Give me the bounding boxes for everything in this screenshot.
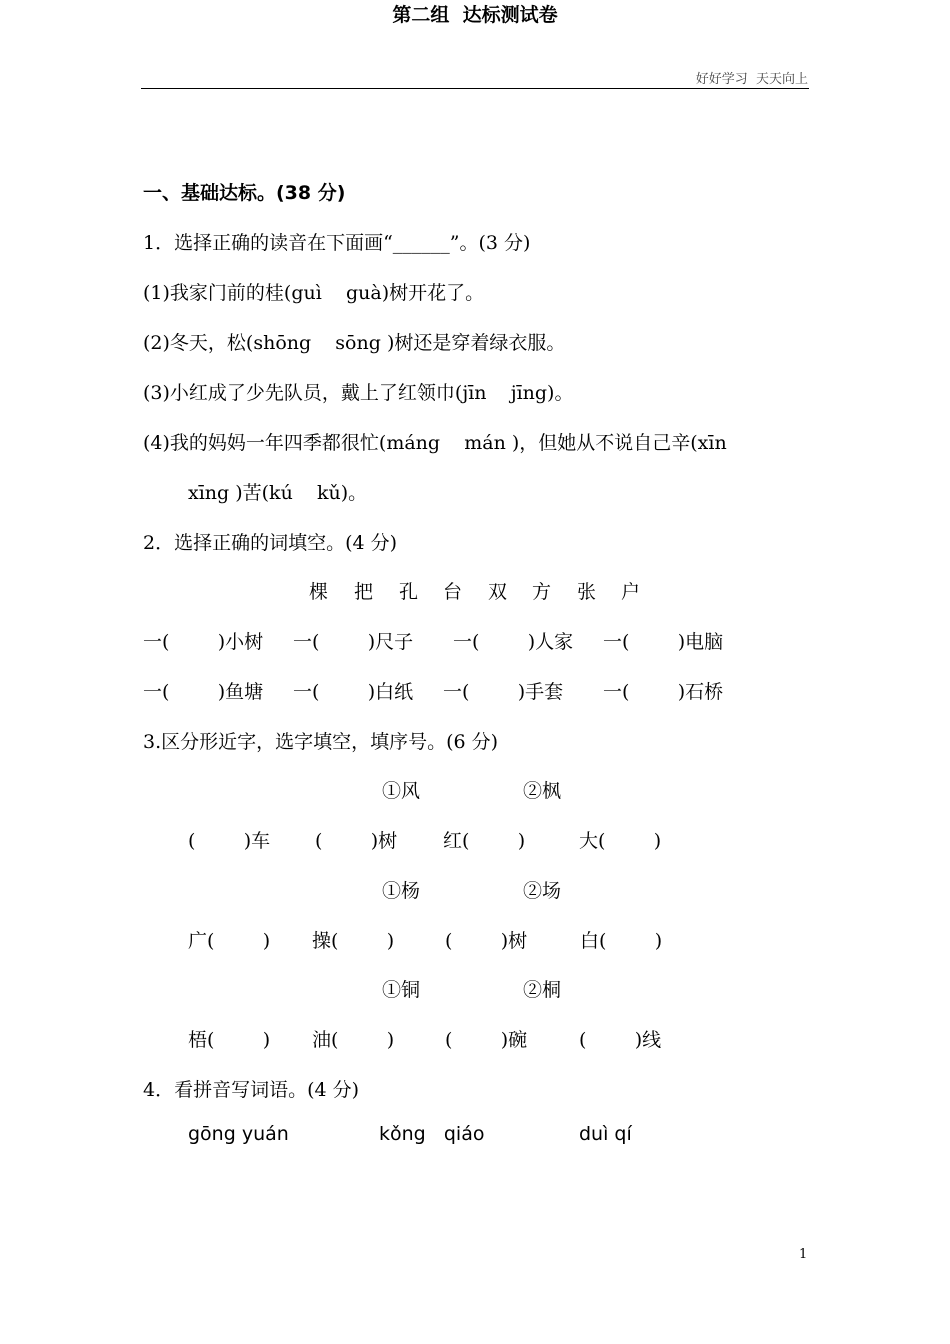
q3-blank: 白( ) (580, 930, 663, 952)
q3-blank: 广( ) (188, 930, 271, 952)
q3-option: ①风 (382, 780, 421, 802)
header-rule (141, 88, 809, 89)
q2-word: 棵 (309, 581, 329, 603)
q3-blank: ( )车 (188, 830, 271, 852)
page-number: 1 (799, 1247, 808, 1262)
q3-blank: ( )树 (315, 830, 398, 852)
q3-blank: ( )线 (579, 1029, 662, 1051)
q3-blank: 操( ) (312, 930, 395, 952)
q2-word: 把 (354, 581, 374, 603)
section-heading: 一、基础达标。(38 分) (143, 182, 346, 204)
q4-pinyin: kǒng qiáo (379, 1123, 485, 1145)
q2-blank: 一( )白纸 (293, 681, 414, 703)
q2-blank: 一( )手套 (443, 681, 564, 703)
q3-option: ②场 (523, 880, 562, 902)
q2-word: 户 (621, 581, 641, 603)
q3-blank: 梧( ) (188, 1029, 271, 1051)
q3-prompt: 3.区分形近字，选字填空，填序号。(6 分) (143, 731, 499, 753)
q2-blank: 一( )电脑 (603, 631, 724, 653)
q2-blank: 一( )小树 (143, 631, 264, 653)
q3-blank: ( )树 (445, 930, 528, 952)
q2-word: 双 (488, 581, 508, 603)
q2-blank: 一( )人家 (453, 631, 574, 653)
q1-item-1: (1)我家门前的桂(guì guà)树开花了。 (143, 282, 485, 304)
q3-blank: 红( ) (443, 830, 526, 852)
q3-option: ①铜 (382, 979, 421, 1001)
q2-blank: 一( )石桥 (603, 681, 724, 703)
q3-blank: 油( ) (312, 1029, 395, 1051)
q2-blank: 一( )鱼塘 (143, 681, 264, 703)
q2-word: 台 (443, 581, 463, 603)
header-motto: 好好学习 天天向上 (695, 72, 808, 87)
page-title: 第二组 达标测试卷 (392, 4, 558, 26)
q3-option: ②桐 (523, 979, 562, 1001)
q4-pinyin: gōng yuán (188, 1123, 289, 1145)
q4-prompt: 4．看拼音写词语。(4 分) (143, 1079, 360, 1101)
q4-pinyin: duì qí (579, 1123, 632, 1145)
q1-item-4-cont: xīng )苦(kú kǔ)。 (188, 482, 368, 504)
q3-option: ②枫 (523, 780, 562, 802)
q2-word: 张 (577, 581, 597, 603)
q1-item-2: (2)冬天，松(shōng sōng )树还是穿着绿衣服。 (143, 332, 566, 354)
q2-word: 孔 (399, 581, 419, 603)
q2-word: 方 (532, 581, 552, 603)
q2-prompt: 2．选择正确的词填空。(4 分) (143, 532, 398, 554)
q3-blank: ( )碗 (445, 1029, 528, 1051)
q2-blank: 一( )尺子 (293, 631, 414, 653)
q1-item-4: (4)我的妈妈一年四季都很忙(máng mán )，但她从不说自己辛(xīn (143, 432, 727, 454)
q1-prompt: 1．选择正确的读音在下面画“______”。(3 分) (143, 232, 531, 254)
q3-blank: 大( ) (579, 830, 662, 852)
q3-option: ①杨 (382, 880, 421, 902)
q1-item-3: (3)小红成了少先队员，戴上了红领巾(jīn jīng)。 (143, 382, 574, 404)
